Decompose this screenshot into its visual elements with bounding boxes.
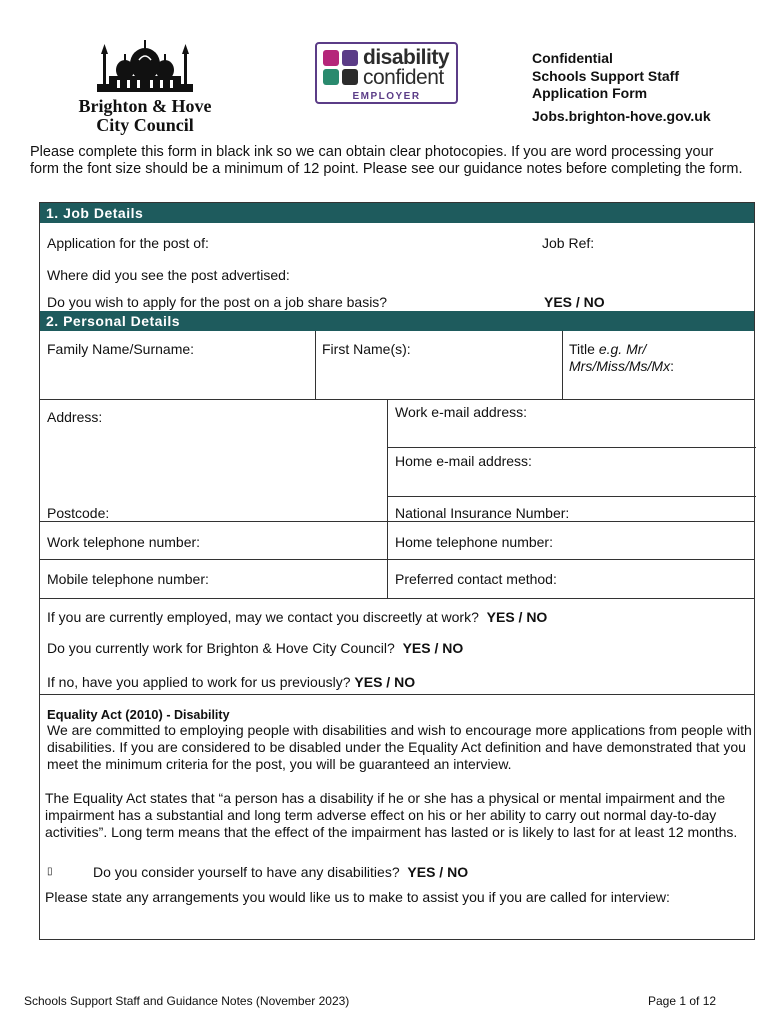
- work-email-label: Work e-mail address:: [395, 404, 528, 420]
- disability-question: Do you consider yourself to have any disabilities? YES / NO: [93, 864, 469, 880]
- royal-pavilion-icon: [95, 40, 195, 96]
- application-form: [39, 202, 755, 940]
- mobile-phone-label: Mobile telephone number:: [47, 571, 209, 587]
- trend-icon: [342, 50, 358, 66]
- home-phone-label: Home telephone number:: [395, 534, 553, 550]
- work-phone-label: Work telephone number:: [47, 534, 201, 550]
- checkbox-bullet-icon[interactable]: ▯: [47, 866, 53, 877]
- contact-work-question: If you are currently employed, may we contact you discreetly at work? YES / NO: [47, 609, 548, 625]
- equality-heading: Equality Act (2010) - Disability: [47, 707, 230, 722]
- title-line-confidential: Confidential: [532, 50, 613, 66]
- home-email-label: Home e-mail address:: [395, 453, 532, 469]
- people-icon: [323, 50, 339, 66]
- equality-paragraph-1: We are committed to employing people with disabilities and wish to encourage more applications from people with disabilities. If you are considered to be disabled under the Equality Act definition and have demonstrated that you meet the minimum criteria for the post, you will be guaranteed an interview.: [47, 722, 752, 772]
- council-logo: [70, 40, 220, 135]
- applied-yes-no[interactable]: YES / NO: [354, 674, 416, 690]
- job-ref-label: Job Ref:: [542, 235, 595, 251]
- bhcc-yes-no[interactable]: YES / NO: [402, 640, 464, 656]
- jobshare-yes-no[interactable]: YES / NO: [544, 294, 605, 310]
- bhcc-question: Do you currently work for Brighton & Hove City Council? YES / NO: [47, 640, 464, 656]
- document-title: [532, 50, 762, 103]
- intro-instructions: Please complete this form in black ink so we can obtain clear photocopies. If you are word processing your form the font size should be a minimum of 12 point. Please see our guidance notes before completing the form.: [30, 144, 743, 177]
- section1-header: 1. Job Details: [40, 203, 754, 223]
- dc-word-confident: confident: [363, 66, 444, 89]
- person-board-icon: [342, 69, 358, 85]
- section2-header: 2. Personal Details: [40, 311, 754, 331]
- footer-page-number: Page 1 of 12: [648, 994, 717, 1008]
- post-label: Application for the post of:: [47, 235, 209, 251]
- dc-word-disability: disability: [363, 46, 450, 69]
- dc-word-employer: EMPLOYER: [352, 91, 421, 102]
- family-name-label: Family Name/Surname:: [47, 341, 195, 357]
- address-label: Address:: [47, 409, 103, 425]
- equality-paragraph-2: The Equality Act states that “a person has a disability if he or she has a physical or mental impairment and the impairment has a substantial and long term adverse effect on his or her ability to carry out normal day-to-day activities”. Long term means that the effect of the impairment has lasted or is likely to last for at least 12 months.: [45, 790, 738, 840]
- council-name-line2: City Council: [96, 115, 194, 135]
- council-name-line1: Brighton & Hove: [78, 96, 212, 116]
- title-line-staff: Schools Support Staff: [532, 67, 679, 84]
- footer-doc-name: Schools Support Staff and Guidance Notes (November 2023): [24, 994, 350, 1008]
- advertised-label: Where did you see the post advertised:: [47, 267, 290, 283]
- arrangements-label: Please state any arrangements you would like us to make to assist you if you are called for interview:: [45, 889, 670, 905]
- jobshare-label: Do you wish to apply for the post on a job share basis?: [47, 294, 388, 310]
- disability-yes-no[interactable]: YES / NO: [407, 864, 469, 880]
- title-line-form: Application Form: [532, 85, 648, 101]
- postcode-label: Postcode:: [47, 505, 110, 521]
- ni-number-label: National Insurance Number:: [395, 505, 570, 521]
- title-label: Title e.g. Mr/ Mrs/Miss/Ms/Mx:: [569, 341, 674, 374]
- website-link[interactable]: Jobs.brighton-hove.gov.uk: [532, 108, 711, 124]
- contact-method-label: Preferred contact method:: [395, 571, 557, 587]
- padlock-icon: [323, 69, 339, 85]
- first-name-label: First Name(s):: [322, 341, 411, 357]
- applied-question: If no, have you applied to work for us previously? YES / NO: [47, 674, 416, 690]
- disability-confident-logo: [315, 42, 458, 104]
- contact-work-yes-no[interactable]: YES / NO: [486, 609, 548, 625]
